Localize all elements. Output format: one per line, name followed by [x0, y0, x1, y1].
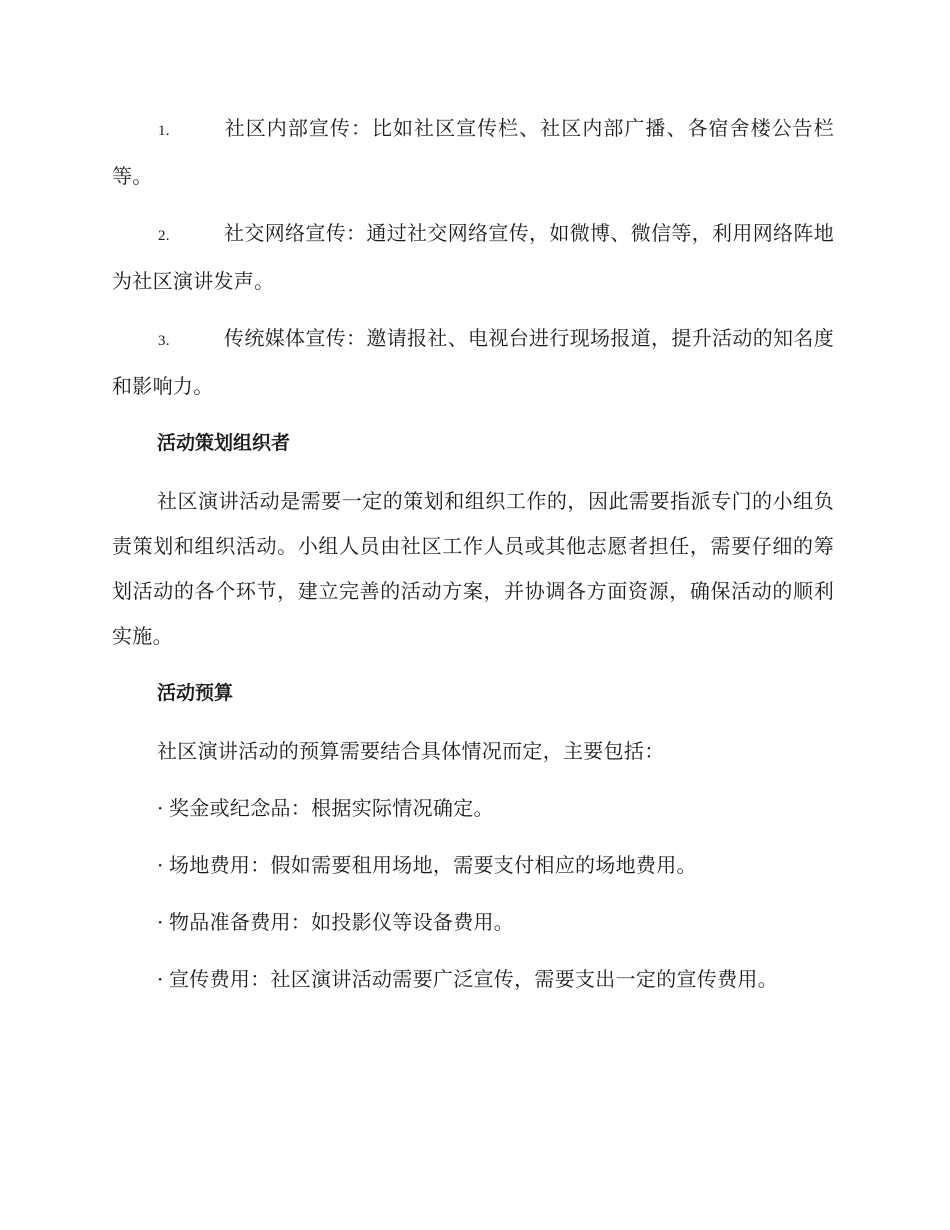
- budget-bullet-item: [112, 843, 834, 888]
- item-number: 1.: [158, 123, 170, 139]
- item-text: 社区内部宣传：比如社区宣传栏、社区内部广播、各宿舍楼公告栏等。: [112, 116, 834, 188]
- budget-bullet-item: [112, 957, 834, 1002]
- budget-bullet-item: [112, 900, 834, 945]
- numbered-item: [112, 106, 834, 199]
- document-page: [112, 106, 834, 1014]
- bullet-dot: ·: [157, 853, 164, 877]
- budget-bullet-item: [112, 786, 834, 831]
- item-text: 社交网络宣传：通过社交网络宣传，如微博、微信等，利用网络阵地为社区演讲发声。: [112, 221, 834, 293]
- bullet-text: 宣传费用：社区演讲活动需要广泛宣传，需要支出一定的宣传费用。: [169, 967, 778, 991]
- bullet-text: 奖金或纪念品：根据实际情况确定。: [169, 796, 494, 820]
- bullet-dot: ·: [157, 910, 164, 934]
- item-number: 3.: [158, 333, 170, 349]
- item-text: 传统媒体宣传：邀请报社、电视台进行现场报道，提升活动的知名度和影响力。: [112, 326, 834, 398]
- item-number: 2.: [158, 228, 170, 244]
- bullet-dot: ·: [157, 967, 164, 991]
- bullet-text: 物品准备费用：如投影仪等设备费用。: [169, 910, 515, 934]
- numbered-item: [112, 211, 834, 304]
- section-heading-organizer: 活动策划组织者: [157, 432, 291, 454]
- numbered-item: [112, 316, 834, 409]
- bullet-dot: ·: [157, 796, 164, 820]
- bullet-text: 场地费用：假如需要租用场地，需要支付相应的场地费用。: [169, 853, 697, 877]
- organizer-paragraph: 社区演讲活动是需要一定的策划和组织工作的，因此需要指派专门的小组负责策划和组织活动。小组人员由社区工作人员或其他志愿者担任，需要仔细的筹划活动的各个环节，建立完善的活动方案，并协调各方面资源，确保活动的顺利实施。: [112, 489, 834, 648]
- section-heading-budget: 活动预算: [157, 682, 234, 704]
- budget-intro: 社区演讲活动的预算需要结合具体情况而定，主要包括：: [157, 739, 665, 763]
